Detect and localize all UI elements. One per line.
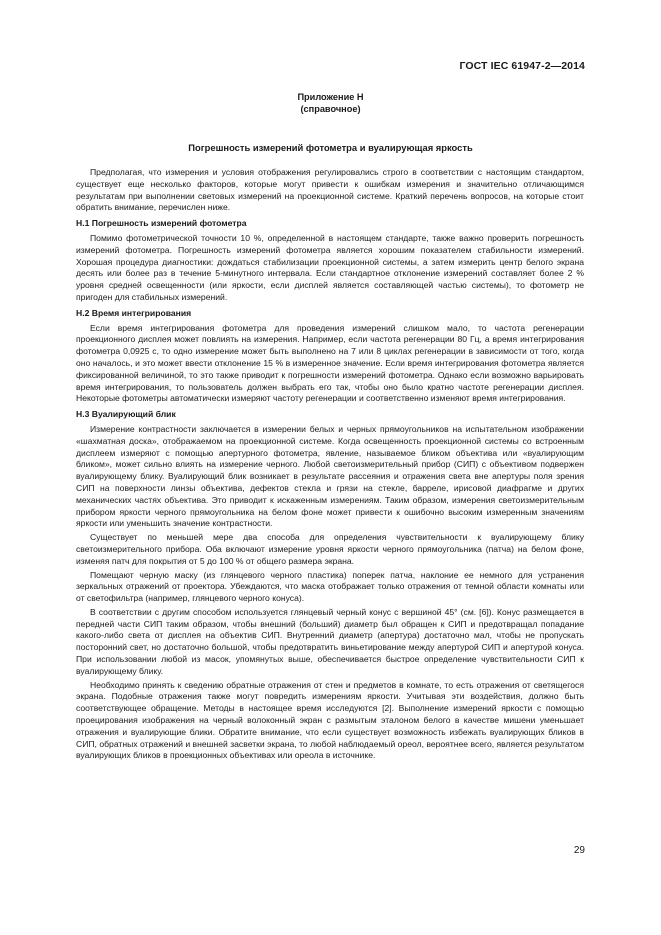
appendix-note: (справочное) <box>300 104 361 114</box>
document-title: Погрешность измерений фотометра и вуалирующая яркость <box>188 142 473 153</box>
section-heading-h2: Н.2 Время интегрирования <box>76 307 192 318</box>
section-heading-h1: Н.1 Погрешность измерений фотометра <box>76 218 247 229</box>
section-h3-paragraph-3: Помещают черную маску (из глянцевого черного пластика) поперек патча, наклоние ее немного для устранения зеркальных отражений от проектора. Убеждаются, что маска отображает только отражения от темной области комнаты или от светофильтра (например, глянцевого черного конуса). <box>76 569 584 604</box>
section-h3-paragraph-1: Измерение контрастности заключается в измерении белых и черных прямоугольников на испытательном изображении «шахматная доска», отображаемом на проекционной системе. Когда освещенность проекционной системы со встроенным дисплеем измеряют с помощью апертурного фотометра, явление, называемое бликом объектива или «вуалирующим бликом», может сильно влиять на измерение черного. Любой светоизмерительный прибор (СИП) с объективом подвержен вуалирующему блику. Вуалирующий блик возникает в результате рассеяния и отражения света вне апертуры поля зрения СИП на поверхности линзы объектива, дефектов стекла и грязи на стекле, барреле, ирисовой диафрагме и других механических частях объектива. Это приводит к искаженным измерениям. Таким образом, измерения светоизмерительным прибором яркости черного прямоугольника на белом фоне может привести к ошибочно высоким измеренным значениям яркости или уменьшить значение контрастности. <box>76 423 584 529</box>
document-body <box>76 167 584 762</box>
section-h3-paragraph-2: Существует по меньшей мере два способа для определения чувствительности к вуалирующему блику светоизмерительного прибора. Оба включают измерение уровня яркости черного прямоугольника (патчa) на белом фоне, изменяя патч для покрытия от 5 до 100 % от общего размера экрана. <box>76 532 584 566</box>
appendix-title: Приложение Н <box>297 92 364 102</box>
standard-header: ГОСТ IEC 61947-2—2014 <box>459 60 585 72</box>
intro-paragraph: Предполагая, что измерения и условия отображения регулировались строго в соответствии с настоящим стандартом, существует еще несколько факторов, которые могут привести к ошибкам измерения и значительно отличающимся результатам при выполнении световых измерений на проекционной системе. Краткий перечень вопросов, на которые стоит обратить внимание, перечислен ниже. <box>76 167 584 213</box>
page-number: 29 <box>573 845 585 856</box>
section-h3-paragraph-5: Необходимо принять к сведению обратные отражения от стен и предметов в комнате, то есть отражения от светящегося экрана. Подобные отражения также могут повредить измерениям яркости. Учитывая эти воздействия, должно быть соответствующее обращение. Методы в настоящее время исследуются [2]. Выполнение измерений яркости с помощью проецирования изображения на черный волоконный экран с размытым эталоном белого в качестве мишени уменьшает отражения и вуалирующие блики. Обратите внимание, что если существует возможность избежать вуалирующих бликов в СИП, обратных отражений и внешней засветки экрана, то любой наблюдаемый ореол, вероятнее всего, является результатом вуалирующих бликов в проекционных объективах или ореола в источнике. <box>76 679 584 761</box>
appendix-heading <box>0 91 661 115</box>
section-h3-paragraph-4: В соответствии с другим способом используется глянцевый черный конус с вершиной 45° (см. [6]). Конус размещается в передней части СИП таким образом, чтобы внешний (больший) диаметр был обращен к СИП и предотвращал попадание какого-либо света от дисплея на объектив СИП. Внутренний диаметр (апертура) достаточно мал, чтобы не пропускать посторонний свет, но достаточно большой, чтобы предотвратить виньетирование между апертурой СИП и апертурой конуса. При использовании любой из масок, упомянутых выше, обеспечивается быстрое определение чувствительности СИП к вуалирующему блику. <box>76 606 584 676</box>
section-h1-paragraph: Помимо фотометрической точности 10 %, определенной в настоящем стандарте, также важно проверить погрешность измерений фотометра. Погрешность измерений фотометра является хорошим показателем стабильности измерений. Хорошая процедура диагностики: дождаться стабилизации проекционной системы, а затем измерить центр белого экрана десять или более раз в течение 5-минутного интервала. Если стандартное отклонение измерений составляет более 2 % уровня средней освещенности (или яркости, если дисплей является составляющей частью системы), то фотометр не пригоден для стабильных измерений. <box>76 232 584 302</box>
section-heading-h3: Н.3 Вуалирующий блик <box>76 409 176 420</box>
section-h2-paragraph: Если время интегрирования фотометра для проведения измерений слишком мало, то частота регенерации проекционного дисплея может повлиять на измерения. Например, если частота регенерации 80 Гц, а время интегрирования фотометра 0,0925 с, то одно измерение может быть выполнено на 7 или 8 циклах регенерации в зависимости от того, когда оно началось, и это может ввести отклонение 15 % в измеренное значение. Если время интегрирования фотометра является фиксированной величиной, то это также приводит к погрешности измерений фотометра. Однако если возможно варьировать время интегрирования, то пользователь должен выбрать его так, чтобы оно было кратно частоте регенерации дисплея. Некоторые фотометры автоматически измеряют частоту регенерации и соответственно изменяют время интегрирования. <box>76 322 584 404</box>
